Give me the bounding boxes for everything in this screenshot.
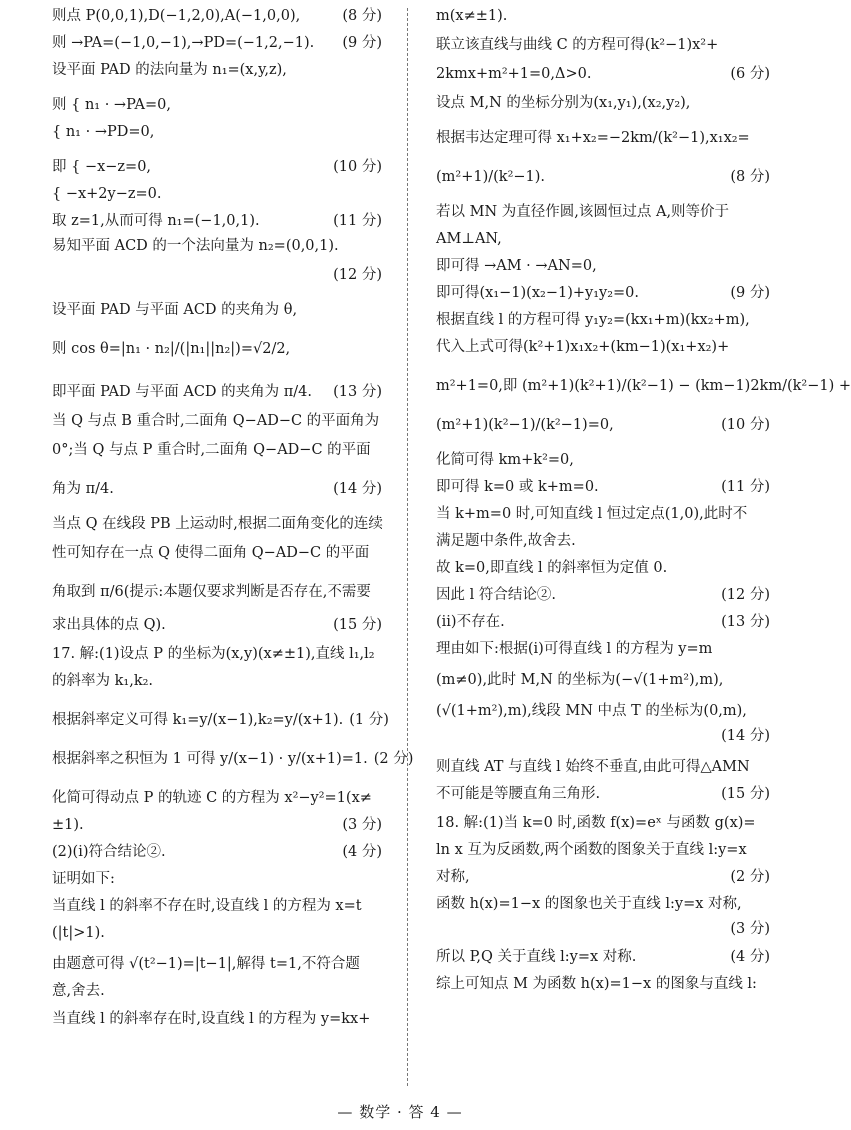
solution-text: m²+1=0,即 (m²+1)(k²+1)/(k²−1) − (km−1)2km/(k²−1) + [436,378,851,395]
solution-line [52,981,382,1002]
solution-text: 函数 h(x)=1−x 的图象也关于直线 l:y=x 对称, [436,896,742,913]
solution-line [436,919,770,940]
solution-text: 当点 Q 在线段 PB 上运动时,根据二面角变化的连续 [52,516,383,533]
solution-text: 即可得 →AM · →AN=0, [436,258,597,275]
right-column [436,6,851,1090]
solution-text: (m²+1)(k²−1)/(k²−1)=0, [436,417,614,434]
solution-line [436,558,770,579]
solution-text: 联立该直线与曲线 C 的方程可得(k²−1)x²+ [436,37,719,54]
solution-line [52,60,382,81]
solution-line [52,896,382,917]
solution-line [436,757,770,778]
solution-line [52,265,382,286]
score-mark: (8 分) [730,169,770,186]
solution-line [436,947,770,968]
score-mark: (3 分) [730,921,770,938]
solution-text: 求出具体的点 Q). [52,617,166,634]
solution-text: ±1). [52,817,84,834]
solution-text: ln x 互为反函数,两个函数的图象关于直线 l:y=x [436,842,747,859]
solution-text: 设平面 PAD 与平面 ACD 的夹角为 θ, [52,302,298,319]
solution-line [52,749,414,770]
solution-line [52,954,382,975]
solution-line [52,6,382,27]
solution-line [52,236,382,257]
left-column [52,6,414,1090]
solution-line [436,867,770,888]
solution-text: 0°;当 Q 与点 P 重合时,二面角 Q−AD−C 的平面 [52,442,371,459]
solution-text: 不可能是等腰直角三角形. [436,786,601,803]
solution-line [436,167,770,188]
score-mark: (11 分) [721,479,770,496]
solution-line [52,671,382,692]
solution-text: 根据斜率之积恒为 1 可得 y/(x−1) · y/(x+1)=1. [52,751,368,768]
score-mark: (13 分) [333,384,382,401]
solution-line [436,450,770,471]
solution-text: 设点 M,N 的坐标分别为(x₁,y₁),(x₂,y₂), [436,95,691,112]
solution-text: 则点 P(0,0,1),D(−1,2,0),A(−1,0,0), [52,8,301,24]
solution-line [52,300,382,321]
solution-text: m(x≠±1). [436,8,508,24]
solution-line [436,894,770,915]
solution-text: 对称, [436,869,470,886]
solution-text: 则 cos θ=|n₁ · n₂|/(|n₁||n₂|)=√2/2, [52,341,291,358]
solution-line [436,128,770,149]
solution-text: 综上可知点 M 为函数 h(x)=1−x 的图象与直线 l: [436,975,757,992]
solution-line [52,33,382,54]
solution-line [52,122,382,143]
solution-line [436,202,770,223]
column-divider [407,8,408,1086]
score-mark: (8 分) [342,8,382,24]
solution-text: 化简可得动点 P 的轨迹 C 的方程为 x²−y²=1(x≠ [52,790,372,807]
solution-line [52,644,382,665]
score-mark: (10 分) [721,417,770,434]
solution-line [52,582,382,603]
solution-line [52,184,382,205]
score-mark: (9 分) [342,35,382,52]
solution-text: 18. 解:(1)当 k=0 时,函数 f(x)=eˣ 与函数 g(x)= [436,815,756,832]
solution-text: 代入上式可得(k²+1)x₁x₂+(km−1)(x₁+x₂)+ [436,339,730,356]
solution-line [52,95,382,116]
solution-line [436,93,770,114]
solution-line [436,639,770,660]
solution-line [52,157,382,178]
solution-line [436,337,770,358]
solution-line [52,543,382,564]
solution-text: 角为 π/4. [52,481,114,498]
solution-line [436,283,770,304]
solution-line [52,411,382,432]
solution-text: 易知平面 ACD 的一个法向量为 n₂=(0,0,1). [52,238,339,255]
solution-line [436,813,770,834]
solution-text: 意,舍去. [52,983,105,1000]
solution-line [436,701,770,722]
solution-line [52,869,382,890]
score-mark: (9 分) [730,285,770,302]
solution-line [52,211,382,232]
score-mark: (14 分) [721,728,770,745]
solution-text: 即可得 k=0 或 k+m=0. [436,479,599,496]
solution-text: 证明如下: [52,871,115,888]
solution-line [436,612,770,633]
solution-text: 角取到 π/6(提示:本题仅要求判断是否存在,不需要 [52,584,371,601]
solution-text: 当 k+m=0 时,可知直线 l 恒过定点(1,0),此时不 [436,506,748,523]
solution-text: 则直线 AT 与直线 l 始终不垂直,由此可得△AMN [436,759,750,776]
score-mark: (1 分) [349,712,389,729]
solution-text: (ⅱ)不存在. [436,614,505,631]
solution-line [52,440,382,461]
score-mark: (2 分) [373,751,414,768]
solution-line [436,64,770,85]
solution-line [436,670,770,691]
solution-line [436,415,770,436]
score-mark: (6 分) [730,66,770,83]
solution-text: 根据直线 l 的方程可得 y₁y₂=(kx₁+m)(kx₂+m), [436,312,750,329]
score-mark: (2 分) [730,869,770,886]
solution-line [436,531,770,552]
solution-text: 若以 MN 为直径作圆,该圆恒过点 A,则等价于 [436,204,730,221]
solution-text: 即平面 PAD 与平面 ACD 的夹角为 π/4. [52,384,313,401]
page-footer: — 数学 · 答 4 — [337,1103,463,1121]
solution-text: 根据韦达定理可得 x₁+x₂=−2km/(k²−1),x₁x₂= [436,130,750,147]
solution-line [436,256,770,277]
score-mark: (11 分) [333,213,382,230]
solution-line [52,1009,382,1030]
solution-text: 理由如下:根据(ⅰ)可得直线 l 的方程为 y=m [436,641,713,658]
solution-text: 即 { −x−z=0, [52,159,152,176]
solution-text: 2kmx+m²+1=0,Δ>0. [436,66,592,83]
solution-text: 17. 解:(1)设点 P 的坐标为(x,y)(x≠±1),直线 l₁,l₂ [52,646,375,663]
solution-text: (m²+1)/(k²−1). [436,169,546,186]
solution-line [436,310,770,331]
solution-line [436,376,851,397]
solution-text: 取 z=1,从而可得 n₁=(−1,0,1). [52,213,260,230]
solution-text: 故 k=0,即直线 l 的斜率恒为定值 0. [436,560,668,577]
solution-line [52,923,382,944]
solution-line [52,842,382,863]
score-mark: (4 分) [342,844,382,861]
solution-text: AM⊥AN, [436,231,502,248]
score-mark: (12 分) [721,587,770,604]
solution-text: 当直线 l 的斜率不存在时,设直线 l 的方程为 x=t [52,898,362,915]
solution-line [52,615,382,636]
score-mark: (12 分) [333,267,382,284]
solution-text: { n₁ · →PD=0, [52,124,155,141]
score-mark: (10 分) [333,159,382,176]
score-mark: (14 分) [333,481,382,498]
solution-text: 的斜率为 k₁,k₂. [52,673,154,690]
score-mark: (15 分) [333,617,382,634]
solution-line [436,35,770,56]
solution-text: 根据斜率定义可得 k₁=y/(x−1),k₂=y/(x+1). [52,712,344,729]
solution-line [52,339,382,360]
solution-line [52,382,382,403]
solution-text: 由题意可得 √(t²−1)=|t−1|,解得 t=1,不符合题 [52,956,360,973]
solution-line [52,788,382,809]
solution-line [436,840,770,861]
solution-text: (√(1+m²),m),线段 MN 中点 T 的坐标为(0,m), [436,703,747,720]
solution-line [436,585,770,606]
solution-text: 设平面 PAD 的法向量为 n₁=(x,y,z), [52,62,287,79]
solution-line [52,514,382,535]
score-mark: (13 分) [721,614,770,631]
solution-line [52,710,389,731]
solution-text: 因此 l 符合结论②. [436,587,556,604]
solution-text: 则 →PA=(−1,0,−1),→PD=(−1,2,−1). [52,35,315,52]
solution-line [52,815,382,836]
solution-text: 化简可得 km+k²=0, [436,452,574,469]
solution-line [436,504,770,525]
solution-text: 满足题中条件,故舍去. [436,533,576,550]
solution-text: 即可得(x₁−1)(x₂−1)+y₁y₂=0. [436,285,639,302]
solution-text: { −x+2y−z=0. [52,186,162,203]
solution-line [436,974,770,995]
solution-text: (m≠0),此时 M,N 的坐标为(−√(1+m²),m), [436,672,724,689]
solution-line [436,784,770,805]
solution-text: (|t|>1). [52,925,105,942]
solution-text: 则 { n₁ · →PA=0, [52,97,171,114]
solution-text: 所以 P,Q 关于直线 l:y=x 对称. [436,948,637,965]
score-mark: (4 分) [730,948,770,965]
solution-text: 性可知存在一点 Q 使得二面角 Q−AD−C 的平面 [52,545,370,562]
solution-line [436,726,770,747]
solution-text: (2)(ⅰ)符合结论②. [52,844,166,861]
solution-text: 当直线 l 的斜率存在时,设直线 l 的方程为 y=kx+ [52,1010,371,1027]
solution-line [436,229,770,250]
score-mark: (15 分) [721,786,770,803]
solution-line [436,477,770,498]
score-mark: (3 分) [342,817,382,834]
solution-line [436,6,770,27]
solution-text: 当 Q 与点 B 重合时,二面角 Q−AD−C 的平面角为 [52,413,380,430]
solution-line [52,479,382,500]
